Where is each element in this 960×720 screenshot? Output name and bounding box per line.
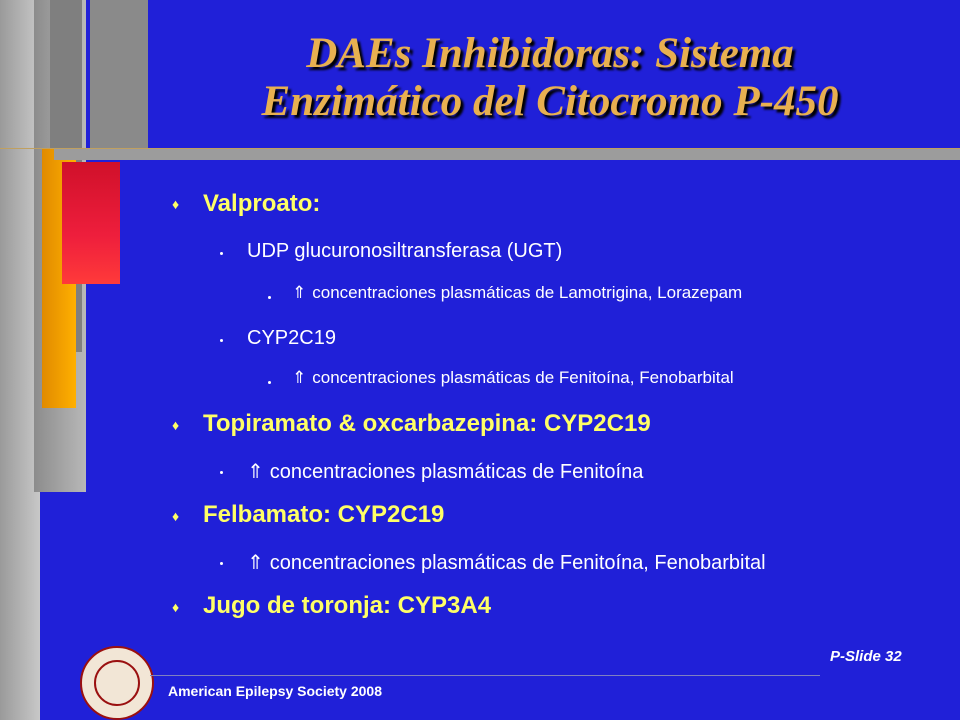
dot-bullet-icon bbox=[268, 296, 271, 299]
up-arrow-icon: ⇑ bbox=[247, 459, 264, 483]
decorative-bar-gray-top bbox=[90, 0, 148, 148]
bullet-valproato: Valproato: bbox=[203, 190, 321, 217]
footer-divider bbox=[150, 675, 820, 676]
dot-bullet-icon bbox=[220, 471, 223, 474]
slide-title-line2: Enzimático del Citocromo P-450 bbox=[261, 78, 839, 125]
bullet-ugt-effect-text: concentraciones plasmáticas de Lamotrigina, Lorazepam bbox=[312, 283, 743, 302]
bullet-topiramato-effect bbox=[247, 459, 643, 484]
diamond-bullet-icon: ♦ bbox=[172, 599, 180, 615]
dot-bullet-icon bbox=[268, 381, 271, 384]
up-arrow-icon: ⇑ bbox=[292, 283, 307, 303]
slide-number: P-Slide 32 bbox=[830, 648, 902, 665]
bullet-cyp2c19: CYP2C19 bbox=[247, 327, 336, 349]
dot-bullet-icon bbox=[220, 562, 223, 565]
title-divider bbox=[0, 148, 960, 149]
bullet-ugt: UDP glucuronosiltransferasa (UGT) bbox=[247, 240, 563, 262]
up-arrow-icon: ⇑ bbox=[292, 368, 307, 388]
dot-bullet-icon bbox=[220, 339, 223, 342]
bullet-cyp2c19-effect-text: concentraciones plasmáticas de Fenitoína, Fenobarbital bbox=[312, 368, 734, 387]
footer-society: American Epilepsy Society 2008 bbox=[168, 683, 382, 699]
diamond-bullet-icon: ♦ bbox=[172, 196, 180, 212]
bullet-felbamato-effect bbox=[247, 550, 766, 575]
slide-title-line1: DAEs Inhibidoras: Sistema bbox=[306, 30, 794, 77]
dot-bullet-icon bbox=[220, 252, 223, 255]
diamond-bullet-icon: ♦ bbox=[172, 508, 180, 524]
bullet-felbamato-effect-text: concentraciones plasmáticas de Fenitoína, Fenobarbital bbox=[269, 552, 766, 574]
diamond-bullet-icon: ♦ bbox=[172, 417, 180, 433]
seal-inner-ring bbox=[94, 660, 140, 706]
bullet-cyp2c19-effect bbox=[292, 368, 734, 388]
decorative-bar-red bbox=[62, 162, 120, 284]
bullet-topiramato: Topiramato & oxcarbazepina: CYP2C19 bbox=[203, 410, 651, 437]
title-underline-bar bbox=[54, 148, 960, 160]
up-arrow-icon: ⇑ bbox=[247, 550, 264, 574]
slide-title bbox=[150, 30, 950, 126]
bullet-ugt-effect bbox=[292, 283, 742, 303]
bullet-topiramato-effect-text: concentraciones plasmáticas de Fenitoína bbox=[269, 461, 644, 483]
bullet-jugo: Jugo de toronja: CYP3A4 bbox=[203, 592, 492, 619]
bullet-felbamato: Felbamato: CYP2C19 bbox=[203, 501, 445, 528]
american-epilepsy-society-seal-icon bbox=[80, 646, 154, 720]
